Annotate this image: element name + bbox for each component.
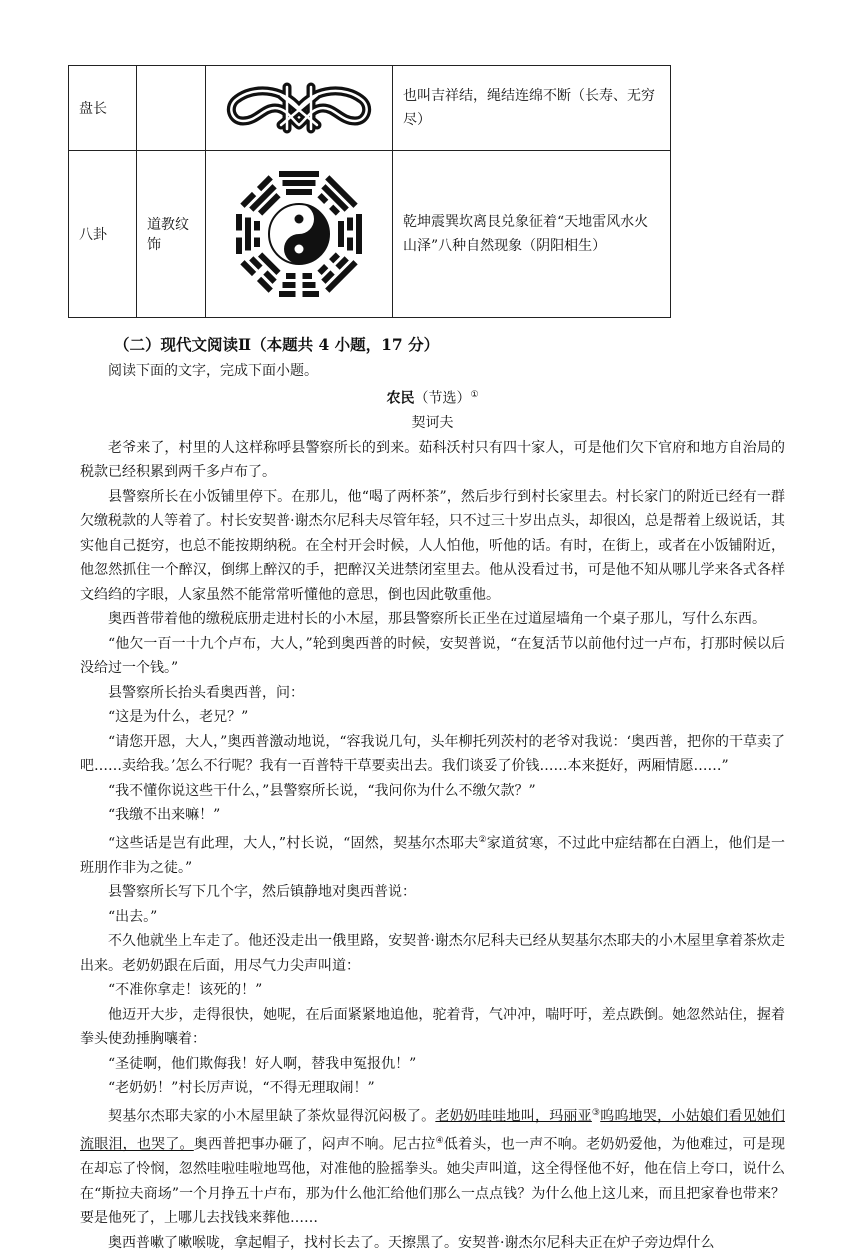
paragraph: 老爷来了，村里的人这样称呼县警察所长的到来。茹科沃村只有四十家人，可是他们欠下官府和地方自治局的税款已经积累到两千多卢布了。 [80,439,785,481]
pattern-name: 八卦 [69,151,137,318]
paragraph: 他迈开大步，走得很快，她呢，在后面紧紧地追他，驼着背，气冲冲，喘吁吁，差点跌倒。她忽然站住，握着拳头使劲捶胸嚷着： [80,1006,785,1048]
paragraph: “我不懂你说这些干什么，”县警察所长说，“我问你为什么不缴欠款？” [108,782,536,799]
pattern-desc: 乾坤震巽坎离艮兑象征着“天地雷风水火山泽”八种自然现象（阴阳相生） [393,151,671,318]
paragraph [80,828,785,881]
paragraph: “出去。” [108,908,158,925]
bagua-icon [229,164,369,304]
pattern-image [206,151,393,318]
paragraph: “请您开恩，大人，”奥西普激动地说，“容我说几句，头年柳托列茨村的老爷对我说：‘奥西普，把你的干草卖了吧……卖给我。’怎么不行呢？我有一百普特干草要卖出去。我们谈妥了价钱……本来挺好，两厢情愿……” [80,733,785,775]
pattern-image [206,66,393,151]
paragraph: “老奶奶！”村长厉声说，“不得无理取闹！” [108,1080,375,1097]
table-row [69,151,671,318]
endless-knot-icon [223,81,375,135]
paragraph-text: 契基尔杰耶夫家的小木屋里缺了茶炊显得沉闷极了。 [108,1108,436,1125]
paragraph: 县警察所长在小饭铺里停下。在那儿，他“喝了两杯茶”，然后步行到村长家里去。村长家门的附近已经有一群欠缴税款的人等着了。村长安契普·谢杰尔尼科夫尽管年轻，只不过三十岁出点头，却很凶，总是帮着上级说话，其实他自己挺穷，也总不能按期纳税。在全村开会时候，人人怕他，听他的话。有时，在街上，或者在小饭铺附近，他忽然抓住一个醉汉，倒绑上醉汉的手，把醉汉关进禁闭室里去。他从没看过书，可是他不知从哪儿学来各式各样文绉绉的字眼，人家虽然不能常常听懂他的意思，倒也因此敬重他。 [80,488,785,603]
article-title-text: 农民 [386,390,415,407]
footnote-marker: ② [478,834,487,845]
paragraph-text: 家道贫寒，不过此中症结都在白酒上，他们是一班朋作非为之徒。” [80,835,785,876]
paragraph [80,1101,785,1231]
paragraph: 奥西普带着他的缴税底册走进村长的小木屋，那县警察所长正坐在过道屋墙角一个桌子那儿，写什么东西。 [108,611,766,628]
paragraph: 不久他就坐上车走了。他还没走出一俄里路，安契普·谢杰尔尼科夫已经从契基尔杰耶夫的小木屋里拿着茶炊走出来。老奶奶跟在后面，用尽气力尖声叫道： [80,933,785,974]
footnote-marker: ③ [591,1107,601,1118]
pattern-table [68,65,671,318]
article-title-suffix: （节选） [414,390,471,407]
section-title: （二）现代文阅读Ⅱ（本题共 4 小题，17 分） [114,335,440,354]
yin-yang-icon [269,204,329,264]
paragraph: 县警察所长抬头看奥西普，问： [108,684,304,701]
paragraph-text: 低着头，也一声不响。老奶奶爱他，为他难过，可是现在却忘了怜悯，忽然哇啦哇啦地骂他，对准他的脸摇拳头。她尖声叫道，这全得怪他不好，他在信上夸口，说什么在“斯拉夫商场”一个月挣五十卢布，那为什么他汇给他们那么一点点钱？为什么他上这儿来，而且把家眷也带来？要是他死了，上哪儿去找钱来葬他…… [80,1136,786,1227]
paragraph: “他欠一百一十九个卢布，大人，”轮到奥西普的时候，安契普说，“在复活节以前他付过一卢布，打那时候以后没给过一个钱。” [80,635,785,677]
pattern-type: 道教纹饰 [137,151,206,318]
footnote-marker: ④ [435,1135,444,1146]
paragraph: 县警察所长写下几个字，然后镇静地对奥西普说： [108,884,416,901]
table-row [69,66,671,151]
pattern-name: 盘长 [69,66,137,151]
underlined-text: 老奶奶哇哇地叫，玛丽亚 [435,1108,592,1125]
pattern-desc: 也叫吉祥结，绳结连绵不断（长寿、无穷尽） [393,66,671,151]
paragraph: “这是为什么，老兄？” [108,709,249,726]
footnote-marker: ① [470,390,479,400]
paragraph-text: 奥西普把事办砸了，闷声不响。尼古拉 [193,1136,436,1153]
underlined-text: 呜呜地哭，小姑娘们看见她们流眼泪，也哭了。 [80,1108,786,1153]
paragraph-text: “这些话是岂有此理，大人，”村长说，“固然，契基尔杰耶夫 [108,835,479,852]
reading-section [80,333,785,1255]
paragraph: “不准你拿走！该死的！” [108,982,263,999]
paragraph: 奥西普嗽了嗽喉咙，拿起帽子，找村长去了。天擦黑了。安契普·谢杰尔尼科夫正在炉子旁边焊什么 [108,1234,715,1251]
paragraph: “我缴不出来嘛！” [108,807,221,824]
article-title [80,383,785,411]
pattern-type [137,66,206,151]
paragraph: “圣徒啊，他们欺侮我！好人啊，替我申冤报仇！” [108,1055,417,1072]
section-instruction: 阅读下面的文字，完成下面小题。 [108,362,318,379]
article-author: 契诃夫 [411,415,454,432]
